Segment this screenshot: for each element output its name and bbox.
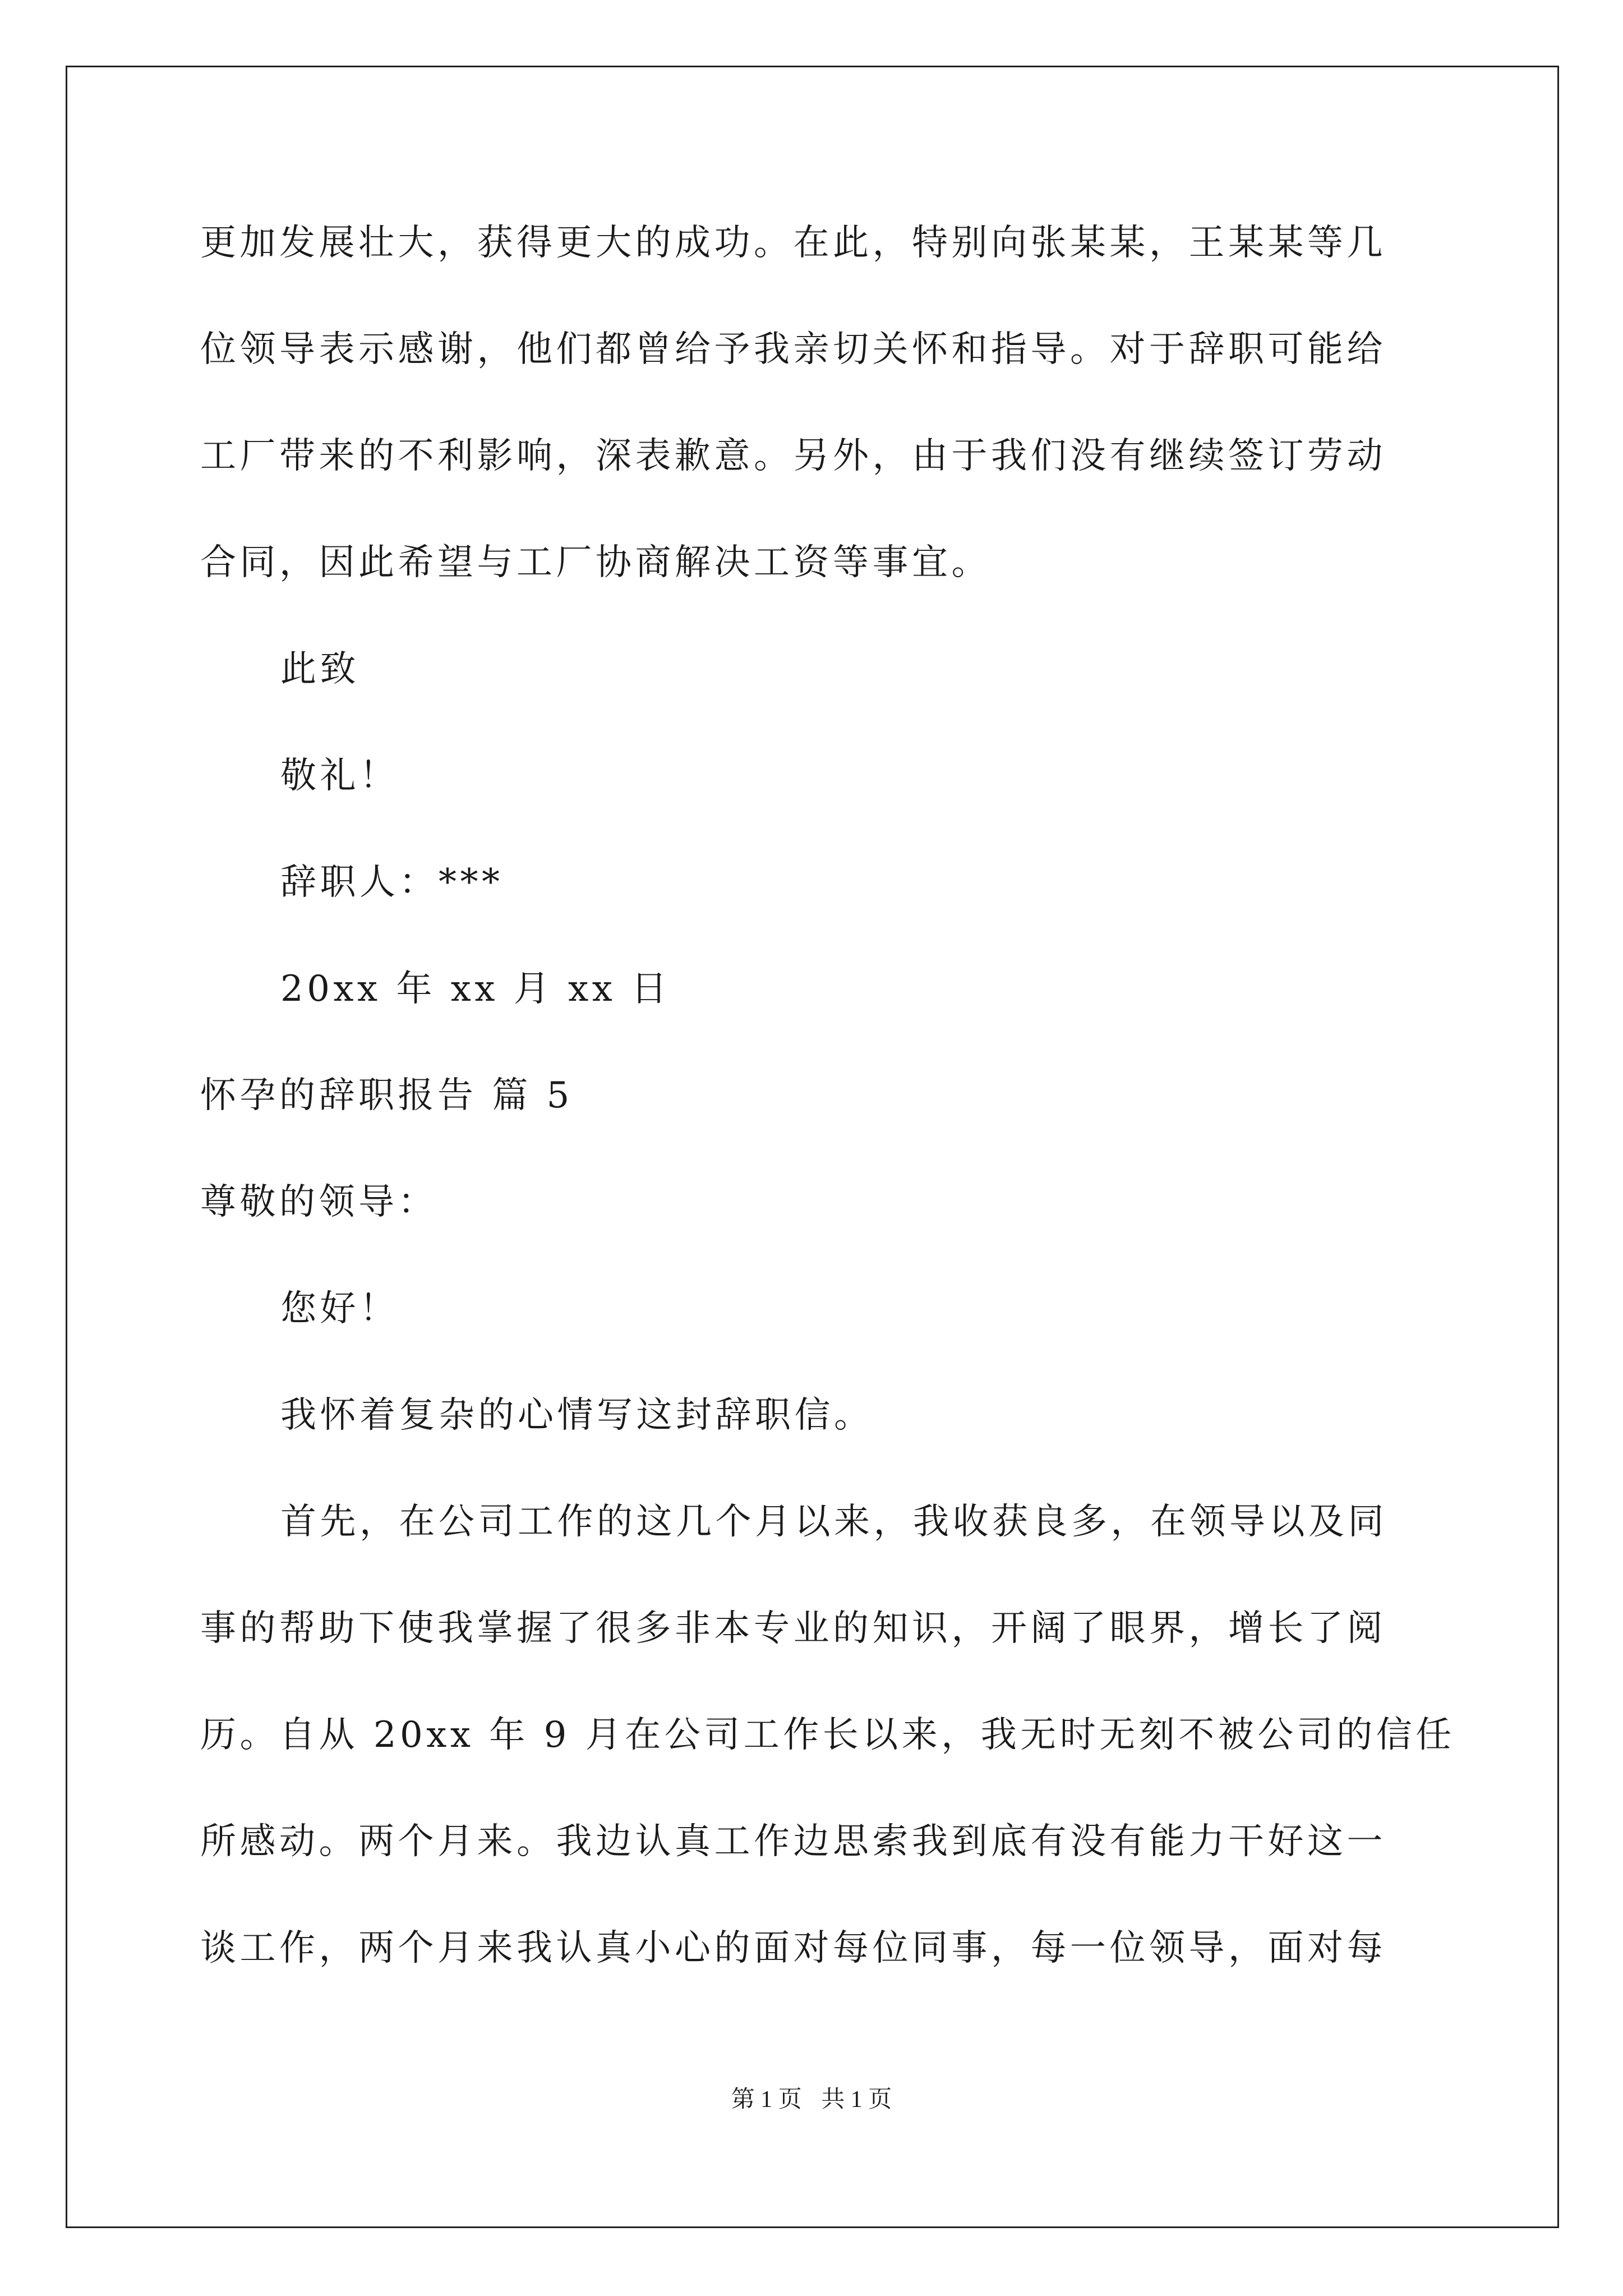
paragraph-line: 事的帮助下使我掌握了很多非本专业的知识，开阔了眼界，增长了阅 [200,1608,1386,1649]
paragraph-line: 谈工作，两个月来我认真小心的面对每位同事，每一位领导，面对每 [200,1927,1386,1969]
paragraph-line: 位领导表示感谢，他们都曾给予我亲切关怀和指导。对于辞职可能给 [200,329,1386,370]
page-footer [0,2084,1623,2115]
closing-salutation: 此致 [280,648,359,690]
letter-hello: 您好！ [280,1288,399,1329]
page-border [66,66,1559,2228]
paragraph-line: 合同，因此希望与工厂协商解决工资等事宜。 [200,542,991,583]
closing-regards: 敬礼！ [280,755,399,797]
page-number: 第 1 页 [731,2087,802,2113]
signer-line: 辞职人：*** [280,862,504,903]
date-line: 20xx 年 xx 月 xx 日 [280,968,671,1010]
paragraph-line: 工厂带来的不利影响，深表歉意。另外，由于我们没有继续签订劳动 [200,435,1386,477]
paragraph-line: 首先，在公司工作的这几个月以来，我收获良多，在领导以及同 [280,1501,1387,1543]
paragraph-line: 更加发展壮大，获得更大的成功。在此，特别向张某某，王某某等几 [200,222,1386,264]
paragraph-line: 我怀着复杂的心情写这封辞职信。 [280,1395,874,1436]
paragraph-line: 所感动。两个月来。我边认真工作边思索我到底有没有能力干好这一 [200,1821,1386,1862]
paragraph-line: 历。自从 20xx 年 9 月在公司工作长以来，我无时无刻不被公司的信任 [200,1714,1455,1756]
letter-greeting: 尊敬的领导： [200,1181,437,1223]
section-heading: 怀孕的辞职报告 篇 5 [200,1075,573,1116]
page-total: 共 1 页 [821,2087,892,2113]
